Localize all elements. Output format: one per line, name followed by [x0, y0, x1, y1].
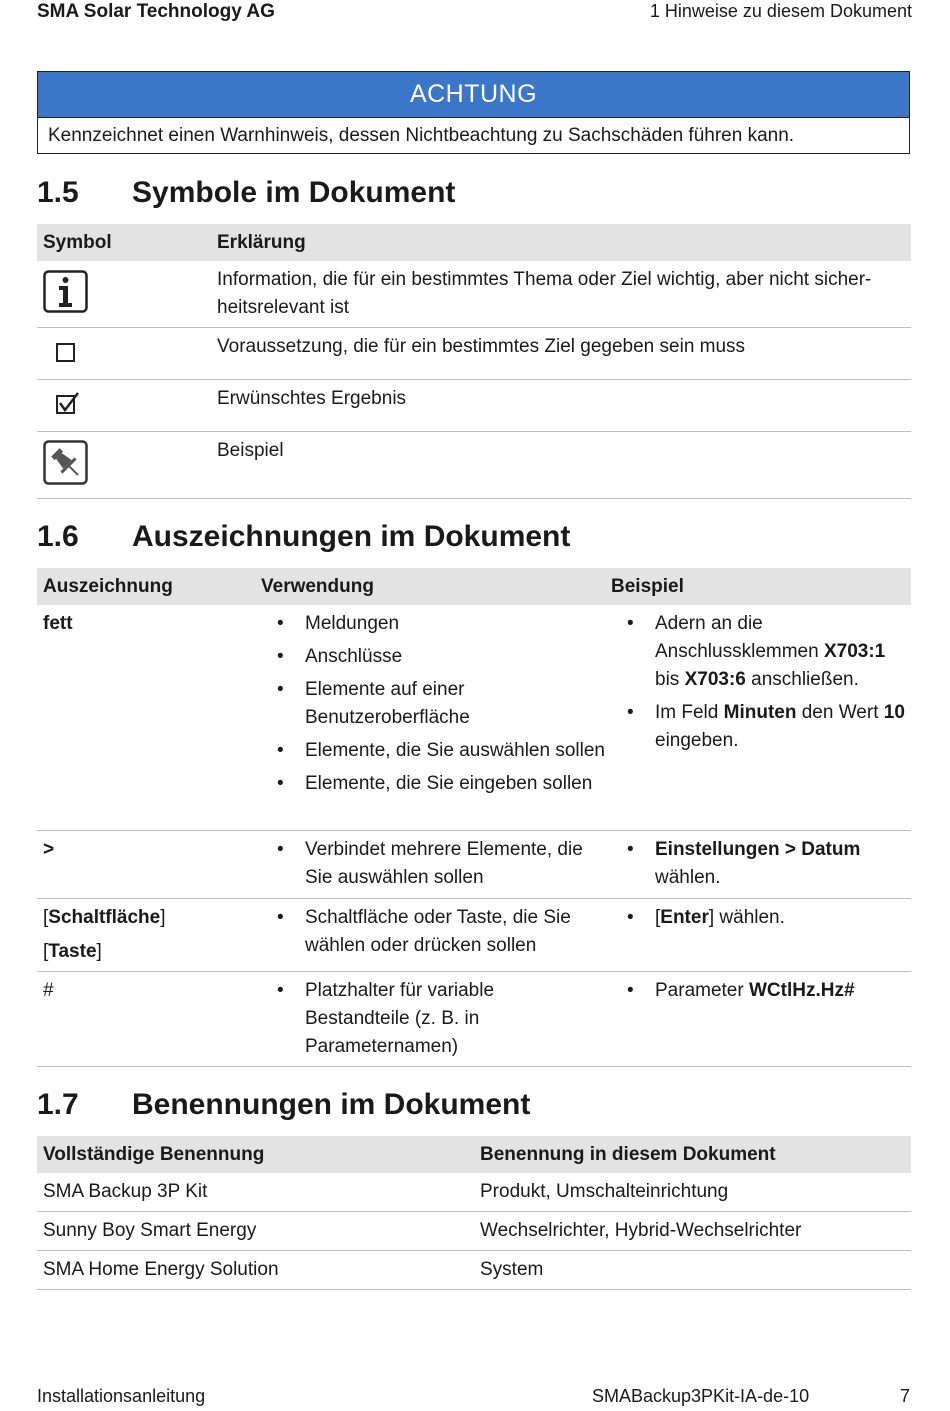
explanation-cell: Erwünschtes Ergebnis [217, 388, 407, 409]
list-item: • Elemente auf einer Benutzeroberfläche [261, 676, 605, 732]
example-cell [605, 836, 911, 892]
table-row [37, 1173, 911, 1212]
full-name-cell: Sunny Boy Smart Energy [43, 1220, 257, 1241]
symbol-cell [37, 261, 211, 327]
table-row [37, 380, 911, 432]
table-row [37, 605, 911, 831]
section-number: 1.7 [37, 1088, 79, 1121]
section-heading-1-7 [37, 1088, 530, 1122]
checkbox-empty-icon [56, 343, 76, 363]
usage-cell [255, 610, 605, 824]
column-header-example: Beispiel [611, 575, 684, 597]
footer-doc-id: SMABackup3PKit-IA-de-10 [592, 1386, 810, 1406]
example-cell [605, 977, 911, 1060]
naming-table [37, 1136, 911, 1290]
column-header-usage: Verwendung [261, 575, 374, 597]
doc-name-cell: System [480, 1259, 544, 1280]
notice-title: ACHTUNG [38, 72, 909, 118]
column-header-markup: Auszeichnung [43, 575, 173, 597]
markup-table [37, 568, 911, 1067]
doc-name-cell: Produkt, Umschalteinrichtung [480, 1181, 729, 1202]
list-item: • Anschlüsse [261, 643, 605, 671]
table-header [37, 1136, 911, 1173]
column-header-explanation: Erklärung [217, 231, 306, 253]
section-heading-1-5 [37, 176, 455, 210]
footer-doc-type: Installationsanleitung [37, 1386, 206, 1406]
section-number: 1.6 [37, 520, 79, 553]
usage-cell [255, 977, 605, 1060]
list-item: • Platzhalter für variable Bestandteile (z. B. in Parameternamen) [261, 977, 605, 1061]
table-header [37, 224, 911, 261]
table-row [37, 831, 911, 899]
list-item: • Elemente, die Sie auswählen sollen [261, 737, 605, 765]
section-title: Auszeichnungen im Dokument [132, 520, 571, 553]
list-item: • Im Feld Minuten den Wert 10 eingeben. [611, 699, 911, 755]
header-chapter: 1 Hinweise zu diesem Dokument [649, 1, 912, 21]
table-row [37, 328, 911, 380]
symbol-cell [37, 432, 211, 498]
explanation-cell [211, 261, 911, 327]
list-item: • Elemente, die Sie eingeben sollen [261, 770, 605, 798]
example-cell [605, 904, 911, 965]
section-title: Benennungen im Dokument [132, 1088, 531, 1121]
symbol-cell [37, 380, 211, 431]
pushpin-icon [43, 440, 89, 486]
table-row [37, 899, 911, 972]
list-item: • Einstellungen > Datum wählen. [611, 836, 911, 892]
table-row [37, 1251, 911, 1290]
section-heading-1-6 [37, 520, 570, 554]
table-row [37, 1212, 911, 1251]
example-cell [605, 610, 911, 824]
info-icon [43, 270, 89, 314]
notice-box [37, 71, 910, 154]
list-item: • [Enter] wählen. [611, 904, 911, 932]
list-item: • Schaltfläche oder Taste, die Sie wählen oder drücken sollen [261, 904, 605, 960]
list-item: • Verbindet mehrere Elemente, die Sie auswählen sollen [261, 836, 605, 892]
column-header-full-name: Vollständige Benennung [43, 1143, 265, 1165]
markup-cell: > [43, 839, 55, 860]
section-title: Symbole im Dokument [132, 176, 456, 209]
notice-text: Kennzeichnet einen Warnhinweis, dessen Nichtbeachtung zu Sachschäden führen kann. [48, 125, 795, 146]
table-header [37, 568, 911, 605]
explanation-cell: Beispiel [217, 440, 284, 461]
full-name-cell: SMA Home Energy Solution [43, 1259, 279, 1280]
table-row [37, 432, 911, 499]
table-row [37, 972, 911, 1067]
column-header-symbol: Symbol [43, 231, 112, 253]
section-number: 1.5 [37, 176, 79, 209]
explanation-line-1: Information, die für ein bestimmtes Thema oder Ziel wichtig, aber nicht sicher- [217, 269, 872, 290]
list-item: • Parameter WCtlHz.Hz# [611, 977, 911, 1005]
markup-cell: [Schaltfläche] [Taste] [43, 907, 166, 962]
explanation-cell: Voraussetzung, die für ein bestimmtes Ziel gegeben sein muss [217, 336, 746, 357]
symbol-cell [37, 328, 211, 379]
usage-cell [255, 836, 605, 892]
doc-name-cell: Wechselrichter, Hybrid-Wechselrichter [480, 1220, 802, 1241]
column-header-doc-name: Benennung in diesem Dokument [480, 1143, 776, 1165]
header-company: SMA Solar Technology AG [37, 1, 275, 22]
symbols-table [37, 224, 911, 499]
list-item: • Meldungen [261, 610, 605, 638]
markup-cell: # [43, 980, 54, 1001]
explanation-line-2: heitsrelevant ist [217, 297, 350, 318]
footer-page-number: 7 [899, 1386, 910, 1406]
list-item: • Adern an die Anschlussklemmen X703:1 bis X703:6 anschließen. [611, 610, 911, 694]
checkbox-checked-icon [56, 392, 80, 416]
markup-cell: fett [43, 613, 73, 634]
table-row [37, 261, 911, 328]
full-name-cell: SMA Backup 3P Kit [43, 1181, 208, 1202]
usage-cell [255, 904, 605, 965]
